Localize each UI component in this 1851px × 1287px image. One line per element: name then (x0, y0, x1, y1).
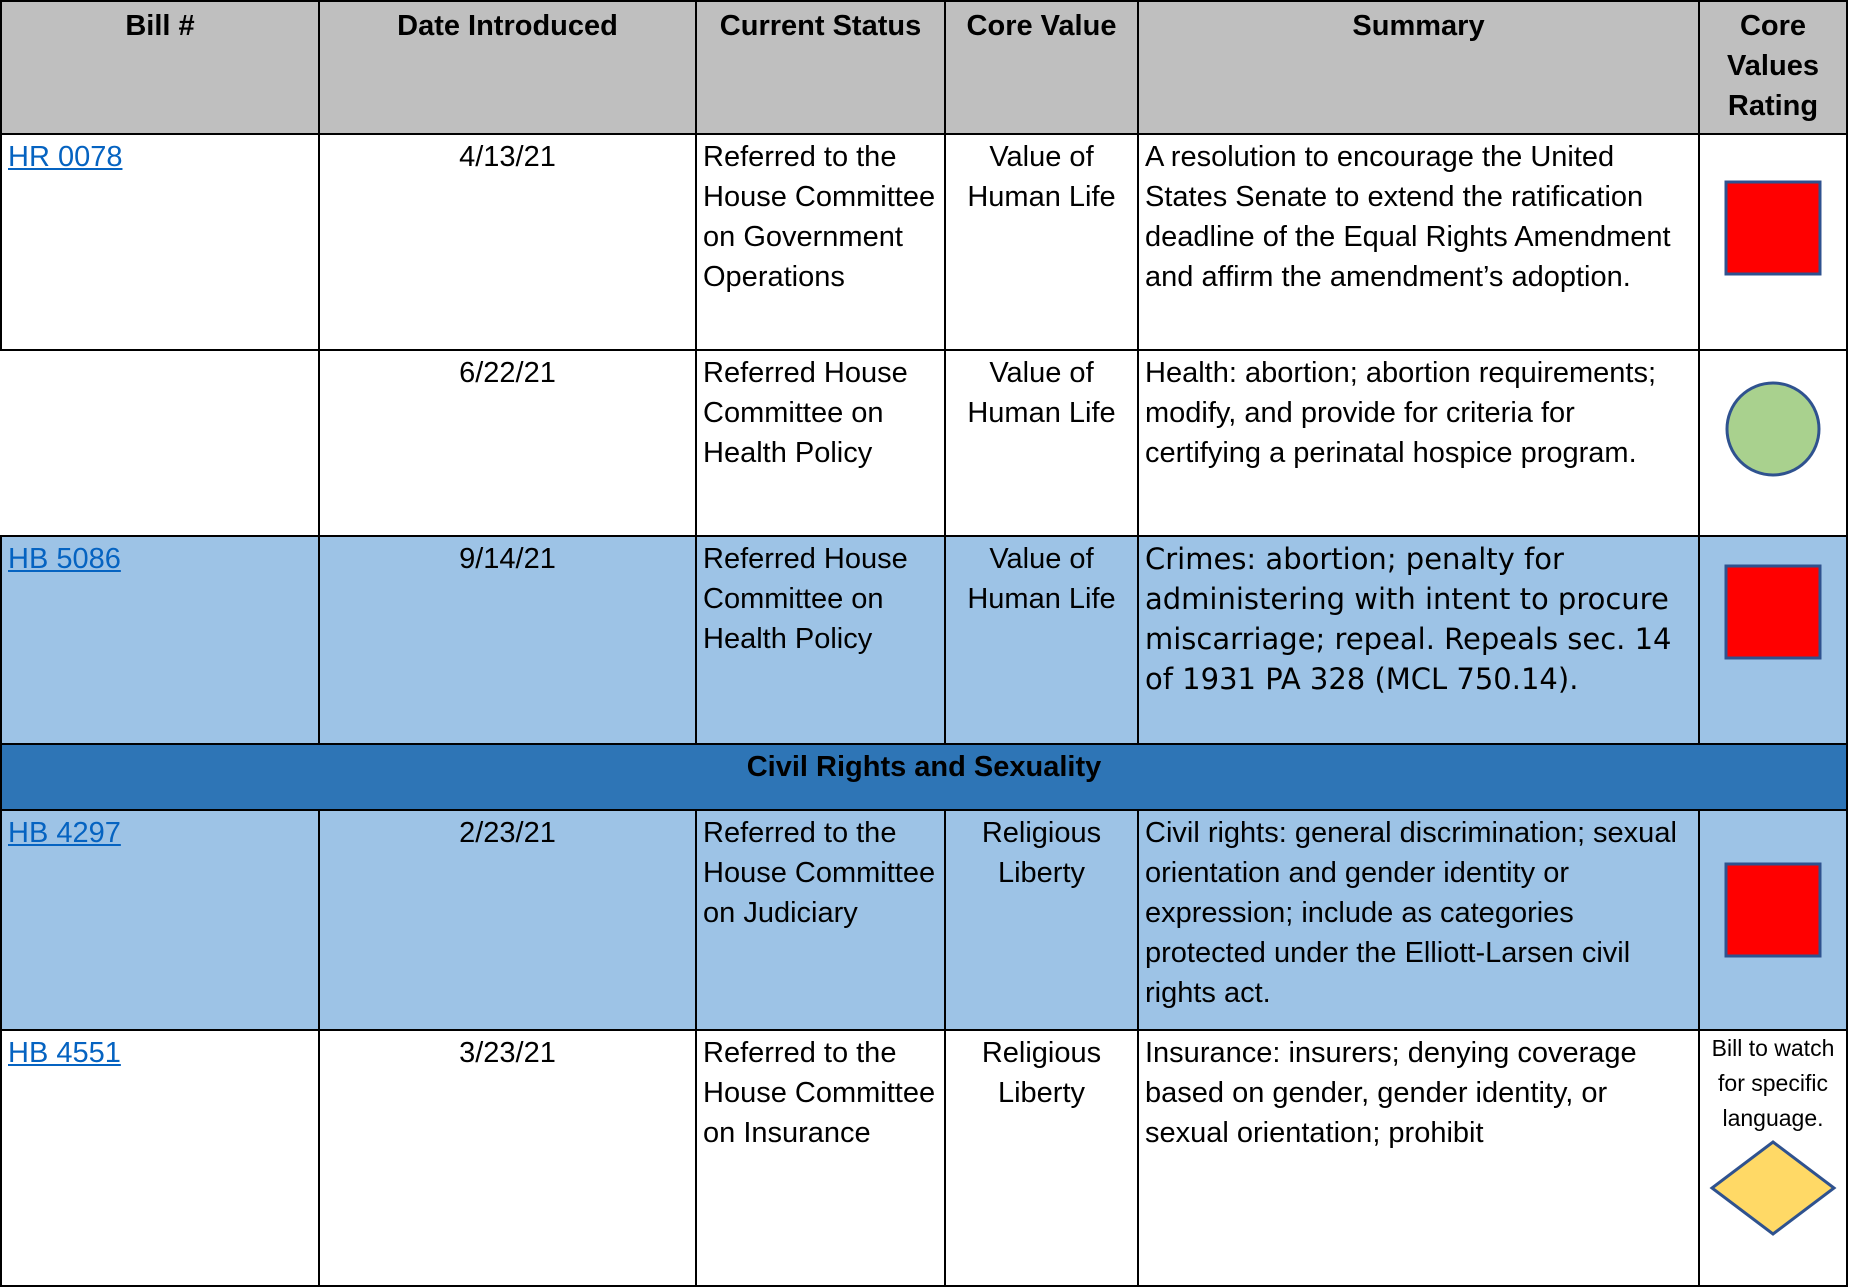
yellow-diamond-rating-icon (1708, 1138, 1838, 1238)
bill-link[interactable]: HB 5086 (8, 543, 121, 575)
bill-cell (1, 350, 319, 536)
date-cell: 4/13/21 (319, 134, 696, 350)
rating-cell (1699, 134, 1847, 350)
red-square-rating-icon (1723, 861, 1823, 961)
core-value-cell: Religious Liberty (945, 1030, 1138, 1286)
header-rating: Core Values Rating (1699, 1, 1847, 134)
summary-cell: Crimes: abortion; penalty for administering with intent to procure miscarriage; repeal. Repeals sec. 14 of 1931 PA 328 (MCL 750.14). (1138, 536, 1699, 744)
rating-cell (1699, 1030, 1847, 1286)
header-date: Date Introduced (319, 1, 696, 134)
status-cell: Referred to the House Committee on Judiciary (696, 810, 945, 1030)
green-circle-rating-icon (1723, 379, 1823, 479)
header-core-value: Core Value (945, 1, 1138, 134)
bill-link[interactable]: HB 4297 (8, 817, 121, 849)
status-cell: Referred House Committee on Health Policy (696, 536, 945, 744)
watch-note: Bill to watch for specific language. (1711, 1035, 1835, 1131)
date-cell: 6/22/21 (319, 350, 696, 536)
bill-link[interactable]: HB 4551 (8, 1037, 121, 1069)
status-cell: Referred to the House Committee on Government Operations (696, 134, 945, 350)
summary-cell: A resolution to encourage the United States Senate to extend the ratification deadline of the Equal Rights Amendment and affirm the amendment’s adoption. (1138, 134, 1699, 350)
section-title: Civil Rights and Sexuality (1, 744, 1847, 810)
summary-cell: Civil rights: general discrimination; sexual orientation and gender identity or expression; include as categories protected under the Elliott-Larsen civil rights act. (1138, 810, 1699, 1030)
core-value-cell: Value of Human Life (945, 536, 1138, 744)
status-cell: Referred to the House Committee on Insurance (696, 1030, 945, 1286)
bill-cell (1, 536, 319, 744)
date-cell: 9/14/21 (319, 536, 696, 744)
bill-cell (1, 134, 319, 350)
core-value-cell: Value of Human Life (945, 350, 1138, 536)
table-row (1, 134, 1847, 350)
status-cell: Referred House Committee on Health Policy (696, 350, 945, 536)
table-row (1, 1030, 1847, 1286)
red-square-rating-icon (1723, 563, 1823, 663)
date-cell: 3/23/21 (319, 1030, 696, 1286)
red-square-rating-icon (1723, 179, 1823, 279)
table-row (1, 350, 1847, 536)
date-cell: 2/23/21 (319, 810, 696, 1030)
summary-cell: Insurance: insurers; denying coverage based on gender, gender identity, or sexual orientation; prohibit (1138, 1030, 1699, 1286)
table-row (1, 536, 1847, 744)
rating-cell (1699, 350, 1847, 536)
summary-cell: Health: abortion; abortion requirements; modify, and provide for criteria for certifying a perinatal hospice program. (1138, 350, 1699, 536)
table-row (1, 810, 1847, 1030)
bill-cell (1, 1030, 319, 1286)
header-row (1, 1, 1847, 134)
header-bill: Bill # (1, 1, 319, 134)
core-value-cell: Value of Human Life (945, 134, 1138, 350)
core-value-cell: Religious Liberty (945, 810, 1138, 1030)
bill-cell (1, 810, 319, 1030)
section-row (1, 744, 1847, 810)
rating-cell (1699, 536, 1847, 744)
header-status: Current Status (696, 1, 945, 134)
bill-link[interactable]: HR 0078 (8, 141, 123, 173)
rating-cell (1699, 810, 1847, 1030)
header-summary: Summary (1138, 1, 1699, 134)
